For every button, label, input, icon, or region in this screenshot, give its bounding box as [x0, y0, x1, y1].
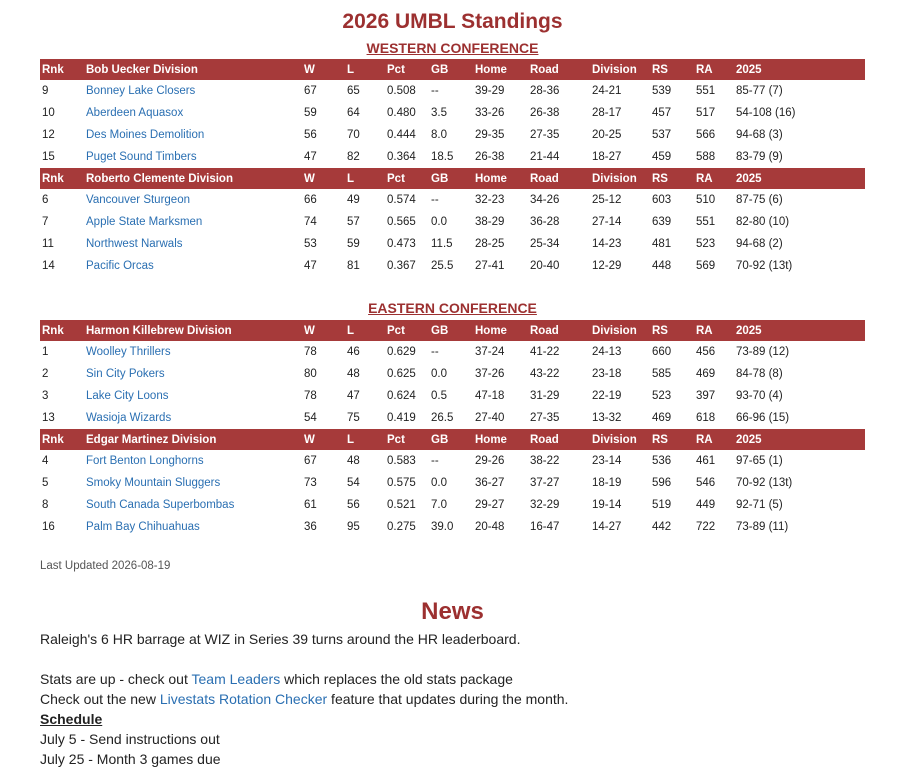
table-cell: 27-41	[475, 260, 505, 272]
table-cell: 36-27	[475, 477, 505, 489]
table-cell: 0.508	[387, 85, 416, 97]
table-cell: 93-70 (4)	[736, 390, 783, 402]
table-cell: 459	[652, 151, 672, 163]
table-cell: 8.0	[431, 129, 447, 141]
table-cell: 41-22	[530, 346, 560, 358]
table-cell: 80	[304, 368, 317, 380]
table-cell: 85-77 (7)	[736, 85, 783, 97]
page-title: 2026 UMBL Standings	[342, 10, 563, 33]
table-cell: 539	[652, 85, 672, 97]
table-cell: 596	[652, 477, 672, 489]
table-cell: 48	[347, 368, 360, 380]
team-link[interactable]: Palm Bay Chihuahuas	[86, 521, 200, 533]
col-header-ra: RA	[694, 429, 734, 450]
col-header-l: L	[345, 429, 385, 450]
table-cell: 74	[304, 216, 317, 228]
table-cell: 47	[304, 260, 317, 272]
table-cell: 67	[304, 85, 317, 97]
table-cell: 510	[696, 194, 716, 206]
col-header-ra: RA	[694, 59, 734, 80]
col-header-road: Road	[528, 429, 590, 450]
team-link[interactable]: Bonney Lake Closers	[86, 85, 196, 97]
division-name: Harmon Killebrew Division	[84, 320, 302, 341]
team-link[interactable]: Wasioja Wizards	[86, 412, 172, 424]
table-cell: 14-27	[592, 521, 622, 533]
table-cell: 21-44	[530, 151, 560, 163]
col-header-rnk: Rnk	[40, 59, 84, 80]
table-cell: 0.521	[387, 499, 416, 511]
table-cell: 14	[42, 260, 55, 272]
division-header-row	[40, 320, 865, 341]
table-cell: 19-14	[592, 499, 622, 511]
table-row	[40, 341, 865, 363]
news-heading: News	[421, 598, 484, 625]
col-header-division: Division	[590, 59, 650, 80]
team-link[interactable]: Sin City Pokers	[86, 368, 165, 380]
table-row	[40, 407, 865, 429]
table-cell: 54-108 (16)	[736, 107, 796, 119]
table-cell: 0.444	[387, 129, 416, 141]
col-header-division: Division	[590, 429, 650, 450]
team-link[interactable]: Lake City Loons	[86, 390, 169, 402]
col-header-division: Division	[590, 168, 650, 189]
table-cell: 457	[652, 107, 672, 119]
table-cell: 0.624	[387, 390, 416, 402]
table-cell: 73	[304, 477, 317, 489]
table-cell: 469	[652, 412, 672, 424]
stats-announcement	[40, 671, 513, 687]
col-header-rnk: Rnk	[40, 168, 84, 189]
division-header-row	[40, 429, 865, 450]
table-cell: 43-22	[530, 368, 560, 380]
team-leaders-link[interactable]: Team Leaders	[191, 671, 281, 687]
table-cell: 28-25	[475, 238, 505, 250]
table-cell: 0.5	[431, 390, 447, 402]
team-link[interactable]: Woolley Thrillers	[86, 346, 171, 358]
table-cell: 469	[696, 368, 716, 380]
table-cell: 6	[42, 194, 49, 206]
table-cell: 65	[347, 85, 360, 97]
table-cell: 24-21	[592, 85, 622, 97]
table-cell: 78	[304, 346, 317, 358]
table-cell: 84-78 (8)	[736, 368, 783, 380]
table-cell: 32-29	[530, 499, 560, 511]
col-header-rnk: Rnk	[40, 429, 84, 450]
table-cell: 94-68 (2)	[736, 238, 783, 250]
table-cell: 47-18	[475, 390, 505, 402]
table-cell: 20-40	[530, 260, 560, 272]
table-cell: 523	[696, 238, 716, 250]
livestats-announcement	[40, 691, 568, 707]
table-cell: 47	[347, 390, 360, 402]
table-cell: 519	[652, 499, 672, 511]
team-link[interactable]: Northwest Narwals	[86, 238, 183, 250]
table-cell: 27-14	[592, 216, 622, 228]
table-cell: 75	[347, 412, 360, 424]
table-row	[40, 472, 865, 494]
table-cell: 0.0	[431, 368, 447, 380]
col-header-l: L	[345, 320, 385, 341]
table-cell: 37-27	[530, 477, 560, 489]
table-cell: 25.5	[431, 260, 454, 272]
table-cell: 0.583	[387, 455, 416, 467]
col-header-rs: RS	[650, 320, 694, 341]
table-cell: 37-24	[475, 346, 505, 358]
last-updated-text: Last Updated 2026-08-19	[40, 560, 171, 572]
table-cell: 82	[347, 151, 360, 163]
table-cell: 36	[304, 521, 317, 533]
division-name: Bob Uecker Division	[84, 59, 302, 80]
table-cell: 536	[652, 455, 672, 467]
schedule-heading: Schedule	[40, 711, 103, 727]
table-cell: --	[431, 85, 439, 97]
col-header-w: W	[302, 168, 345, 189]
table-cell: 3	[42, 390, 49, 402]
col-header-home: Home	[473, 320, 528, 341]
table-cell: 0.0	[431, 216, 447, 228]
col-header-ra: RA	[694, 320, 734, 341]
table-cell: 29-35	[475, 129, 505, 141]
table-cell: 0.480	[387, 107, 416, 119]
col-header-gb: GB	[429, 59, 473, 80]
col-header-rs: RS	[650, 429, 694, 450]
table-cell: 56	[304, 129, 317, 141]
table-cell: 456	[696, 346, 716, 358]
table-cell: 73-89 (12)	[736, 346, 790, 358]
table-cell: 551	[696, 85, 716, 97]
table-cell: 70-92 (13t)	[736, 260, 793, 272]
division-name: Edgar Martinez Division	[84, 429, 302, 450]
table-cell: 3.5	[431, 107, 447, 119]
table-cell: 2	[42, 368, 49, 380]
team-link[interactable]: Smoky Mountain Sluggers	[86, 477, 221, 489]
table-cell: 481	[652, 238, 672, 250]
table-cell: 517	[696, 107, 716, 119]
col-header-home: Home	[473, 59, 528, 80]
table-cell: 0.473	[387, 238, 416, 250]
table-row	[40, 80, 865, 102]
table-cell: 566	[696, 129, 716, 141]
table-cell: 81	[347, 260, 360, 272]
table-cell: 603	[652, 194, 672, 206]
col-header-rnk: Rnk	[40, 320, 84, 341]
stats-suffix: which replaces the old stats package	[280, 671, 513, 687]
division-header-row	[40, 59, 865, 80]
col-header-w: W	[302, 59, 345, 80]
table-cell: --	[431, 346, 439, 358]
col-header-pct: Pct	[385, 168, 429, 189]
team-link[interactable]: Des Moines Demolition	[86, 129, 205, 141]
col-header-l: L	[345, 59, 385, 80]
col-header-ra: RA	[694, 168, 734, 189]
team-link[interactable]: Pacific Orcas	[86, 260, 154, 272]
table-cell: 70-92 (13t)	[736, 477, 793, 489]
col-header-w: W	[302, 320, 345, 341]
table-cell: 23-14	[592, 455, 622, 467]
team-link[interactable]: Puget Sound Timbers	[86, 151, 197, 163]
table-cell: 25-12	[592, 194, 622, 206]
table-cell: 0.275	[387, 521, 416, 533]
table-cell: 546	[696, 477, 716, 489]
table-cell: 0.629	[387, 346, 416, 358]
table-row	[40, 363, 865, 385]
col-header-pct: Pct	[385, 59, 429, 80]
table-cell: 56	[347, 499, 360, 511]
table-cell: 722	[696, 521, 716, 533]
table-cell: 47	[304, 151, 317, 163]
table-cell: 39-29	[475, 85, 505, 97]
division-header-row	[40, 168, 865, 189]
col-header-2025: 2025	[734, 429, 865, 450]
news-headline: Raleigh's 6 HR barrage at WIZ in Series 39 turns around the HR leaderboard.	[40, 631, 521, 647]
table-cell: 639	[652, 216, 672, 228]
table-cell: 569	[696, 260, 716, 272]
table-cell: --	[431, 194, 439, 206]
table-cell: 7.0	[431, 499, 447, 511]
table-cell: 18.5	[431, 151, 454, 163]
table-cell: 23-18	[592, 368, 622, 380]
table-cell: 59	[304, 107, 317, 119]
table-cell: 442	[652, 521, 672, 533]
table-cell: 12-29	[592, 260, 622, 272]
table-row	[40, 516, 865, 538]
table-cell: 53	[304, 238, 317, 250]
team-link[interactable]: Fort Benton Longhorns	[86, 455, 204, 467]
table-cell: 461	[696, 455, 716, 467]
table-cell: 32-23	[475, 194, 505, 206]
table-row	[40, 233, 865, 255]
table-cell: 523	[652, 390, 672, 402]
table-cell: 78	[304, 390, 317, 402]
col-header-home: Home	[473, 168, 528, 189]
table-cell: 0.419	[387, 412, 416, 424]
col-header-home: Home	[473, 429, 528, 450]
col-header-pct: Pct	[385, 429, 429, 450]
table-cell: 94-68 (3)	[736, 129, 783, 141]
table-cell: 38-29	[475, 216, 505, 228]
table-cell: 0.0	[431, 477, 447, 489]
table-cell: 57	[347, 216, 360, 228]
table-cell: 28-17	[592, 107, 622, 119]
eastern-conference-heading: EASTERN CONFERENCE	[368, 300, 537, 316]
table-cell: 92-71 (5)	[736, 499, 783, 511]
col-header-2025: 2025	[734, 320, 865, 341]
table-cell: 0.625	[387, 368, 416, 380]
team-link[interactable]: South Canada Superbombas	[86, 499, 235, 511]
table-cell: 20-48	[475, 521, 505, 533]
table-row	[40, 385, 865, 407]
table-row	[40, 255, 865, 277]
table-row	[40, 189, 865, 211]
table-cell: 61	[304, 499, 317, 511]
table-cell: 10	[42, 107, 55, 119]
table-cell: 36-28	[530, 216, 560, 228]
table-cell: 29-27	[475, 499, 505, 511]
team-link[interactable]: Vancouver Sturgeon	[86, 194, 190, 206]
table-cell: 39.0	[431, 521, 454, 533]
table-cell: 0.575	[387, 477, 416, 489]
table-cell: 27-35	[530, 412, 560, 424]
table-cell: 16-47	[530, 521, 560, 533]
col-header-road: Road	[528, 320, 590, 341]
check-prefix: Check out the new	[40, 691, 160, 707]
table-cell: 73-89 (11)	[736, 521, 789, 533]
table-cell: 18-27	[592, 151, 622, 163]
table-row	[40, 102, 865, 124]
table-cell: 585	[652, 368, 672, 380]
table-cell: 16	[42, 521, 55, 533]
table-cell: 0.565	[387, 216, 416, 228]
table-cell: 49	[347, 194, 360, 206]
table-cell: 66-96 (15)	[736, 412, 790, 424]
table-cell: 37-26	[475, 368, 505, 380]
table-cell: 83-79 (9)	[736, 151, 783, 163]
table-cell: 397	[696, 390, 716, 402]
table-cell: 54	[304, 412, 317, 424]
table-cell: 11	[42, 238, 54, 250]
table-cell: 12	[42, 129, 55, 141]
table-cell: 48	[347, 455, 360, 467]
table-cell: 29-26	[475, 455, 505, 467]
table-cell: 0.574	[387, 194, 416, 206]
table-cell: 11.5	[431, 238, 453, 250]
table-cell: 34-26	[530, 194, 560, 206]
table-cell: 97-65 (1)	[736, 455, 783, 467]
eastern-standings-table	[40, 320, 865, 538]
col-header-road: Road	[528, 59, 590, 80]
western-standings-table	[40, 59, 865, 277]
table-cell: 38-22	[530, 455, 560, 467]
table-cell: 448	[652, 260, 672, 272]
table-cell: 8	[42, 499, 49, 511]
division-name: Roberto Clemente Division	[84, 168, 302, 189]
table-row	[40, 211, 865, 233]
table-cell: 26-38	[475, 151, 505, 163]
table-cell: 551	[696, 216, 716, 228]
table-cell: 46	[347, 346, 360, 358]
table-row	[40, 450, 865, 472]
table-row	[40, 124, 865, 146]
table-cell: 95	[347, 521, 360, 533]
table-cell: 537	[652, 129, 672, 141]
table-cell: 13	[42, 412, 55, 424]
stats-prefix: Stats are up - check out	[40, 671, 192, 687]
col-header-2025: 2025	[734, 59, 865, 80]
table-cell: 13-32	[592, 412, 622, 424]
table-cell: 67	[304, 455, 317, 467]
table-cell: 449	[696, 499, 716, 511]
table-row	[40, 494, 865, 516]
col-header-gb: GB	[429, 168, 473, 189]
table-cell: --	[431, 455, 439, 467]
table-cell: 25-34	[530, 238, 560, 250]
col-header-rs: RS	[650, 59, 694, 80]
col-header-pct: Pct	[385, 320, 429, 341]
table-cell: 660	[652, 346, 672, 358]
table-cell: 54	[347, 477, 360, 489]
col-header-l: L	[345, 168, 385, 189]
table-cell: 9	[42, 85, 49, 97]
table-cell: 14-23	[592, 238, 622, 250]
table-cell: 4	[42, 455, 49, 467]
table-cell: 27-40	[475, 412, 505, 424]
table-cell: 7	[42, 216, 49, 228]
table-cell: 588	[696, 151, 716, 163]
table-cell: 33-26	[475, 107, 505, 119]
livestats-rotation-checker-link[interactable]: Livestats Rotation Checker	[159, 691, 328, 707]
western-conference-heading: WESTERN CONFERENCE	[366, 40, 539, 56]
table-cell: 87-75 (6)	[736, 194, 783, 206]
table-cell: 26.5	[431, 412, 454, 424]
col-header-gb: GB	[429, 320, 473, 341]
table-cell: 5	[42, 477, 49, 489]
table-cell: 18-19	[592, 477, 622, 489]
table-cell: 0.367	[387, 260, 416, 272]
table-row	[40, 146, 865, 168]
table-cell: 26-38	[530, 107, 560, 119]
table-cell: 82-80 (10)	[736, 216, 790, 228]
schedule-item: July 25 - Month 3 games due	[40, 751, 221, 767]
check-suffix: feature that updates during the month.	[327, 691, 569, 707]
team-link[interactable]: Apple State Marksmen	[86, 216, 203, 228]
table-cell: 20-25	[592, 129, 622, 141]
table-cell: 31-29	[530, 390, 560, 402]
table-cell: 27-35	[530, 129, 560, 141]
col-header-gb: GB	[429, 429, 473, 450]
table-cell: 22-19	[592, 390, 622, 402]
schedule-item: July 5 - Send instructions out	[40, 731, 220, 747]
table-cell: 70	[347, 129, 360, 141]
team-link[interactable]: Aberdeen Aquasox	[86, 107, 184, 119]
table-cell: 15	[42, 151, 55, 163]
col-header-2025: 2025	[734, 168, 865, 189]
table-cell: 64	[347, 107, 360, 119]
table-cell: 66	[304, 194, 317, 206]
table-cell: 1	[42, 346, 49, 358]
col-header-division: Division	[590, 320, 650, 341]
table-cell: 24-13	[592, 346, 622, 358]
table-cell: 28-36	[530, 85, 560, 97]
table-cell: 0.364	[387, 151, 416, 163]
col-header-rs: RS	[650, 168, 694, 189]
table-cell: 618	[696, 412, 716, 424]
col-header-road: Road	[528, 168, 590, 189]
table-cell: 59	[347, 238, 360, 250]
col-header-w: W	[302, 429, 345, 450]
